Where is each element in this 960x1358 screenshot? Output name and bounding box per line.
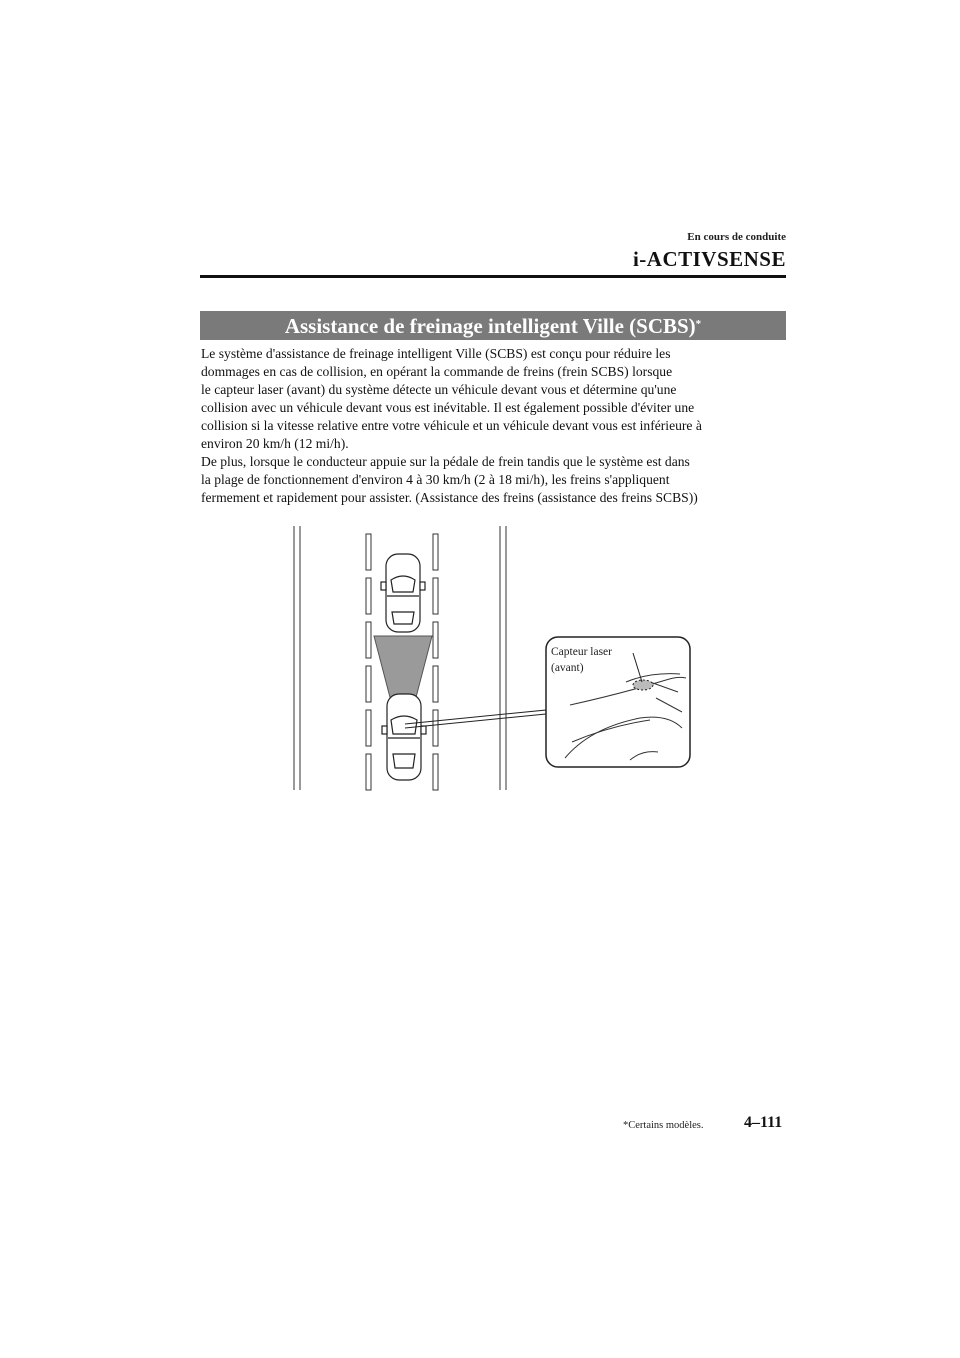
body-line: Le système d'assistance de freinage intelligent Ville (SCBS) est conçu pour réduire les — [201, 346, 671, 361]
chapter-title: En cours de conduite — [687, 231, 786, 243]
laser-sensor-icon — [633, 680, 653, 690]
body-line: dommages en cas de collision, en opérant la commande de freins (frein SCBS) lorsque — [201, 364, 673, 379]
header-rule — [200, 275, 786, 278]
lane-marker-left — [366, 534, 371, 790]
callout-leader-inner — [405, 714, 546, 728]
body-line: De plus, lorsque le conducteur appuie sur la pédale de frein tandis que le système est dans — [201, 454, 690, 469]
body-line: la plage de fonctionnement d'environ 4 à 30 km/h (2 à 18 mi/h), les freins s'appliquent — [201, 472, 670, 487]
footnote: *Certains modèles. — [623, 1120, 704, 1131]
body-line: collision si la vitesse relative entre votre véhicule et un véhicule devant vous est inférieure à — [201, 418, 702, 433]
own-vehicle — [382, 694, 426, 780]
banner-title: Assistance de freinage intelligent Ville (SCBS) — [284, 314, 696, 338]
scbs-illustration — [290, 522, 695, 794]
body-line: collision avec un véhicule devant vous est inévitable. Il est également possible d'éviter une — [201, 400, 695, 415]
topic-banner — [200, 311, 786, 340]
body-line: le capteur laser (avant) du système détecte un véhicule devant vous et détermine qu'une — [201, 382, 677, 397]
body-paragraph — [201, 345, 801, 507]
road-edge-left — [294, 526, 300, 790]
page-number: 4–111 — [744, 1114, 783, 1131]
body-line: environ 20 km/h (12 mi/h). — [201, 436, 349, 451]
vehicle-ahead — [381, 554, 425, 632]
banner-asterisk: * — [695, 318, 702, 330]
callout-label-line2: (avant) — [551, 662, 584, 674]
body-line: fermement et rapidement pour assister. (Assistance des freins (assistance des freins SCBS)) — [201, 490, 698, 505]
callout-label-line1: Capteur laser — [551, 646, 612, 658]
callout-label — [551, 644, 612, 676]
lane-marker-right — [433, 534, 438, 790]
section-title: i-ACTIVSENSE — [632, 247, 786, 271]
road-edge-right — [500, 526, 506, 790]
